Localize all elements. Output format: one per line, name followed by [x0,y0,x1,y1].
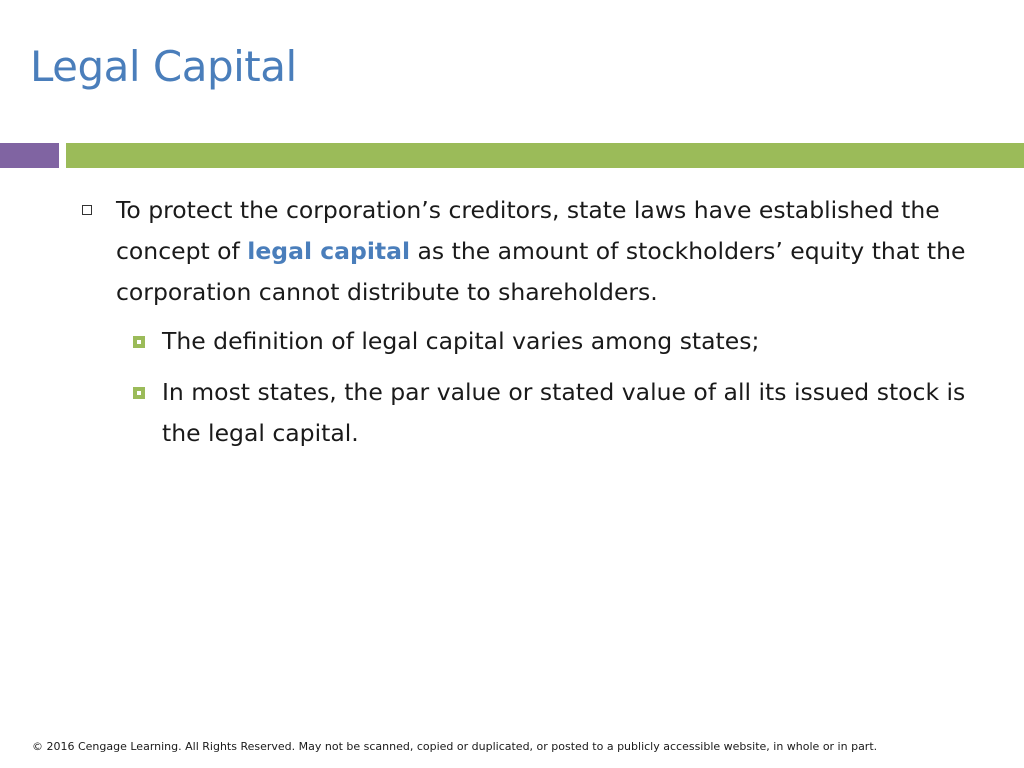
slide-content [76,190,976,464]
bullet-text-before: To protect the corporation’s creditors, state laws have established the concept of [116,196,940,265]
slide-title: Legal Capital [30,42,297,91]
sub-bullet [76,321,976,362]
filled-square-bullet-icon [133,336,145,348]
highlighted-term: legal capital [247,237,411,265]
green-accent-bar [66,143,1024,168]
hollow-square-bullet-icon [82,205,92,215]
purple-accent-bar [0,143,59,168]
filled-square-bullet-icon [133,387,145,399]
sub-bullet-text: In most states, the par value or stated value of all its issued stock is the legal capital. [162,378,966,447]
sub-bullet-text: The definition of legal capital varies among states; [162,327,760,355]
copyright-footer: © 2016 Cengage Learning. All Rights Reserved. May not be scanned, copied or duplicated, or posted to a publicly accessible website, in whole or in part. [32,740,878,753]
main-bullet [76,190,976,313]
sub-bullet [76,372,976,454]
bullet-text-after: as the amount of stockholders’ equity that the corporation cannot distribute to shareholders. [116,237,966,306]
